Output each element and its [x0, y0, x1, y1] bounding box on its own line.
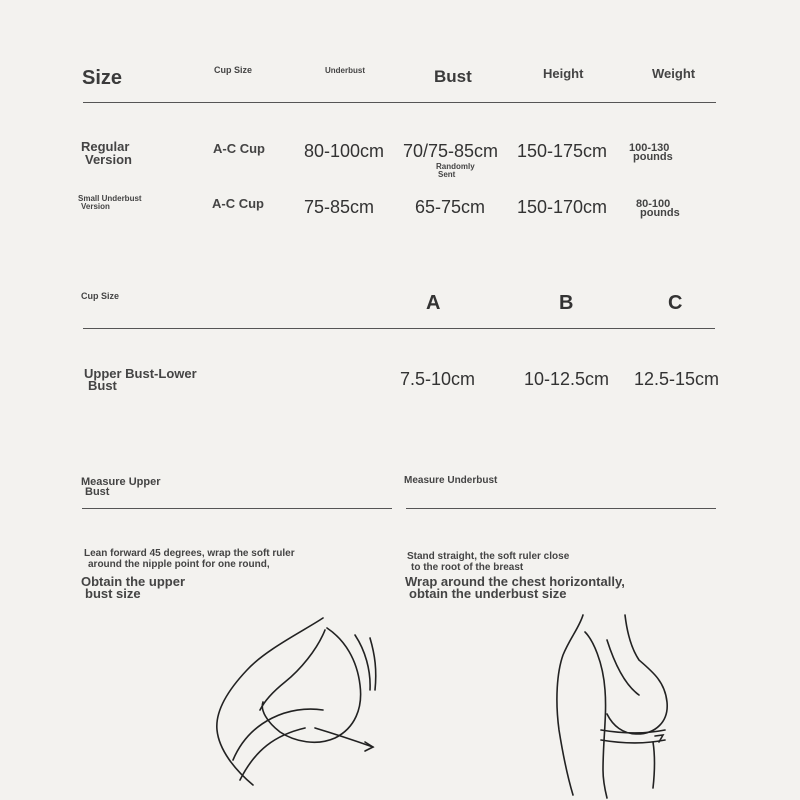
- instruction-line1: Lean forward 45 degrees, wrap the soft ruler: [84, 548, 295, 559]
- result-line1: Wrap around the chest horizontally,: [405, 574, 625, 589]
- instruction-line1: Stand straight, the soft ruler close: [407, 551, 570, 562]
- row-regular-bust-note: [436, 163, 475, 179]
- measure-upper-title-line2: Bust: [85, 486, 110, 498]
- weight-line2: pounds: [633, 151, 673, 163]
- row-small-underbust: 75-85cm: [304, 197, 375, 217]
- measure-under-rule: [406, 508, 716, 509]
- row-label-line2: Version: [85, 152, 132, 167]
- cup-b-value: 10-12.5cm: [524, 369, 610, 389]
- row-label-line1: Regular: [81, 139, 130, 154]
- measure-upper-title: [81, 477, 160, 497]
- row-small-weight: [636, 200, 680, 218]
- weight-line2: pounds: [640, 207, 680, 219]
- cup-size-header: Cup Size: [214, 65, 253, 75]
- row-label-line2: Version: [81, 202, 110, 211]
- measure-under-instruction: [407, 551, 569, 573]
- cup-b-header: B: [559, 292, 574, 314]
- row-small-height: 150-170cm: [517, 197, 608, 217]
- cup-c-value: 12.5-15cm: [634, 369, 720, 389]
- measure-upper-result: [81, 576, 185, 600]
- instruction-line2: to the root of the breast: [411, 562, 524, 573]
- result-line2: bust size: [85, 586, 141, 601]
- row-label-line1: Small Underbust: [78, 194, 142, 203]
- size-header: Size: [82, 67, 123, 89]
- measure-under-title: Measure Underbust: [404, 475, 498, 486]
- bust-note-line2: Sent: [438, 170, 456, 179]
- cup-table-header-rule: [83, 328, 715, 329]
- row-regular-weight: [629, 144, 673, 162]
- measure-under-result: [405, 576, 625, 600]
- cup-row-label: [84, 368, 197, 392]
- row-small-label: [78, 195, 142, 211]
- cup-a-header: A: [426, 292, 441, 314]
- bust-note-line1: Randomly: [436, 162, 475, 171]
- row-regular-label: [81, 140, 132, 166]
- weight-line1: 80-100: [636, 198, 671, 210]
- height-header: Height: [543, 66, 584, 81]
- underbust-illustration: [545, 610, 695, 800]
- row-regular-underbust: 80-100cm: [304, 141, 385, 161]
- row-regular-bust: 70/75-85cm: [403, 141, 499, 161]
- bust-header: Bust: [434, 67, 472, 86]
- cup-row-label-line2: Bust: [88, 378, 117, 393]
- measure-upper-instruction: [84, 548, 295, 570]
- cup-row-label-line1: Upper Bust-Lower: [84, 366, 197, 381]
- result-line1: Obtain the upper: [81, 574, 185, 589]
- weight-header: Weight: [652, 66, 696, 81]
- cup-a-value: 7.5-10cm: [400, 369, 476, 389]
- row-small-bust: 65-75cm: [415, 197, 486, 217]
- measure-upper-rule: [82, 508, 392, 509]
- row-small-cup: A-C Cup: [212, 196, 264, 211]
- measure-upper-title-line1: Measure Upper: [81, 476, 161, 488]
- cup-table-header-label: Cup Size: [81, 291, 120, 301]
- cup-c-header: C: [668, 292, 683, 314]
- result-line2: obtain the underbust size: [409, 586, 567, 601]
- weight-line1: 100-130: [629, 142, 670, 154]
- upper-bust-illustration: [205, 610, 405, 800]
- row-regular-height: 150-175cm: [517, 141, 608, 161]
- row-regular-cup: A-C Cup: [213, 141, 265, 156]
- instruction-line2: around the nipple point for one round,: [88, 559, 270, 570]
- underbust-header: Underbust: [325, 66, 365, 75]
- size-table-header-rule: [83, 102, 716, 103]
